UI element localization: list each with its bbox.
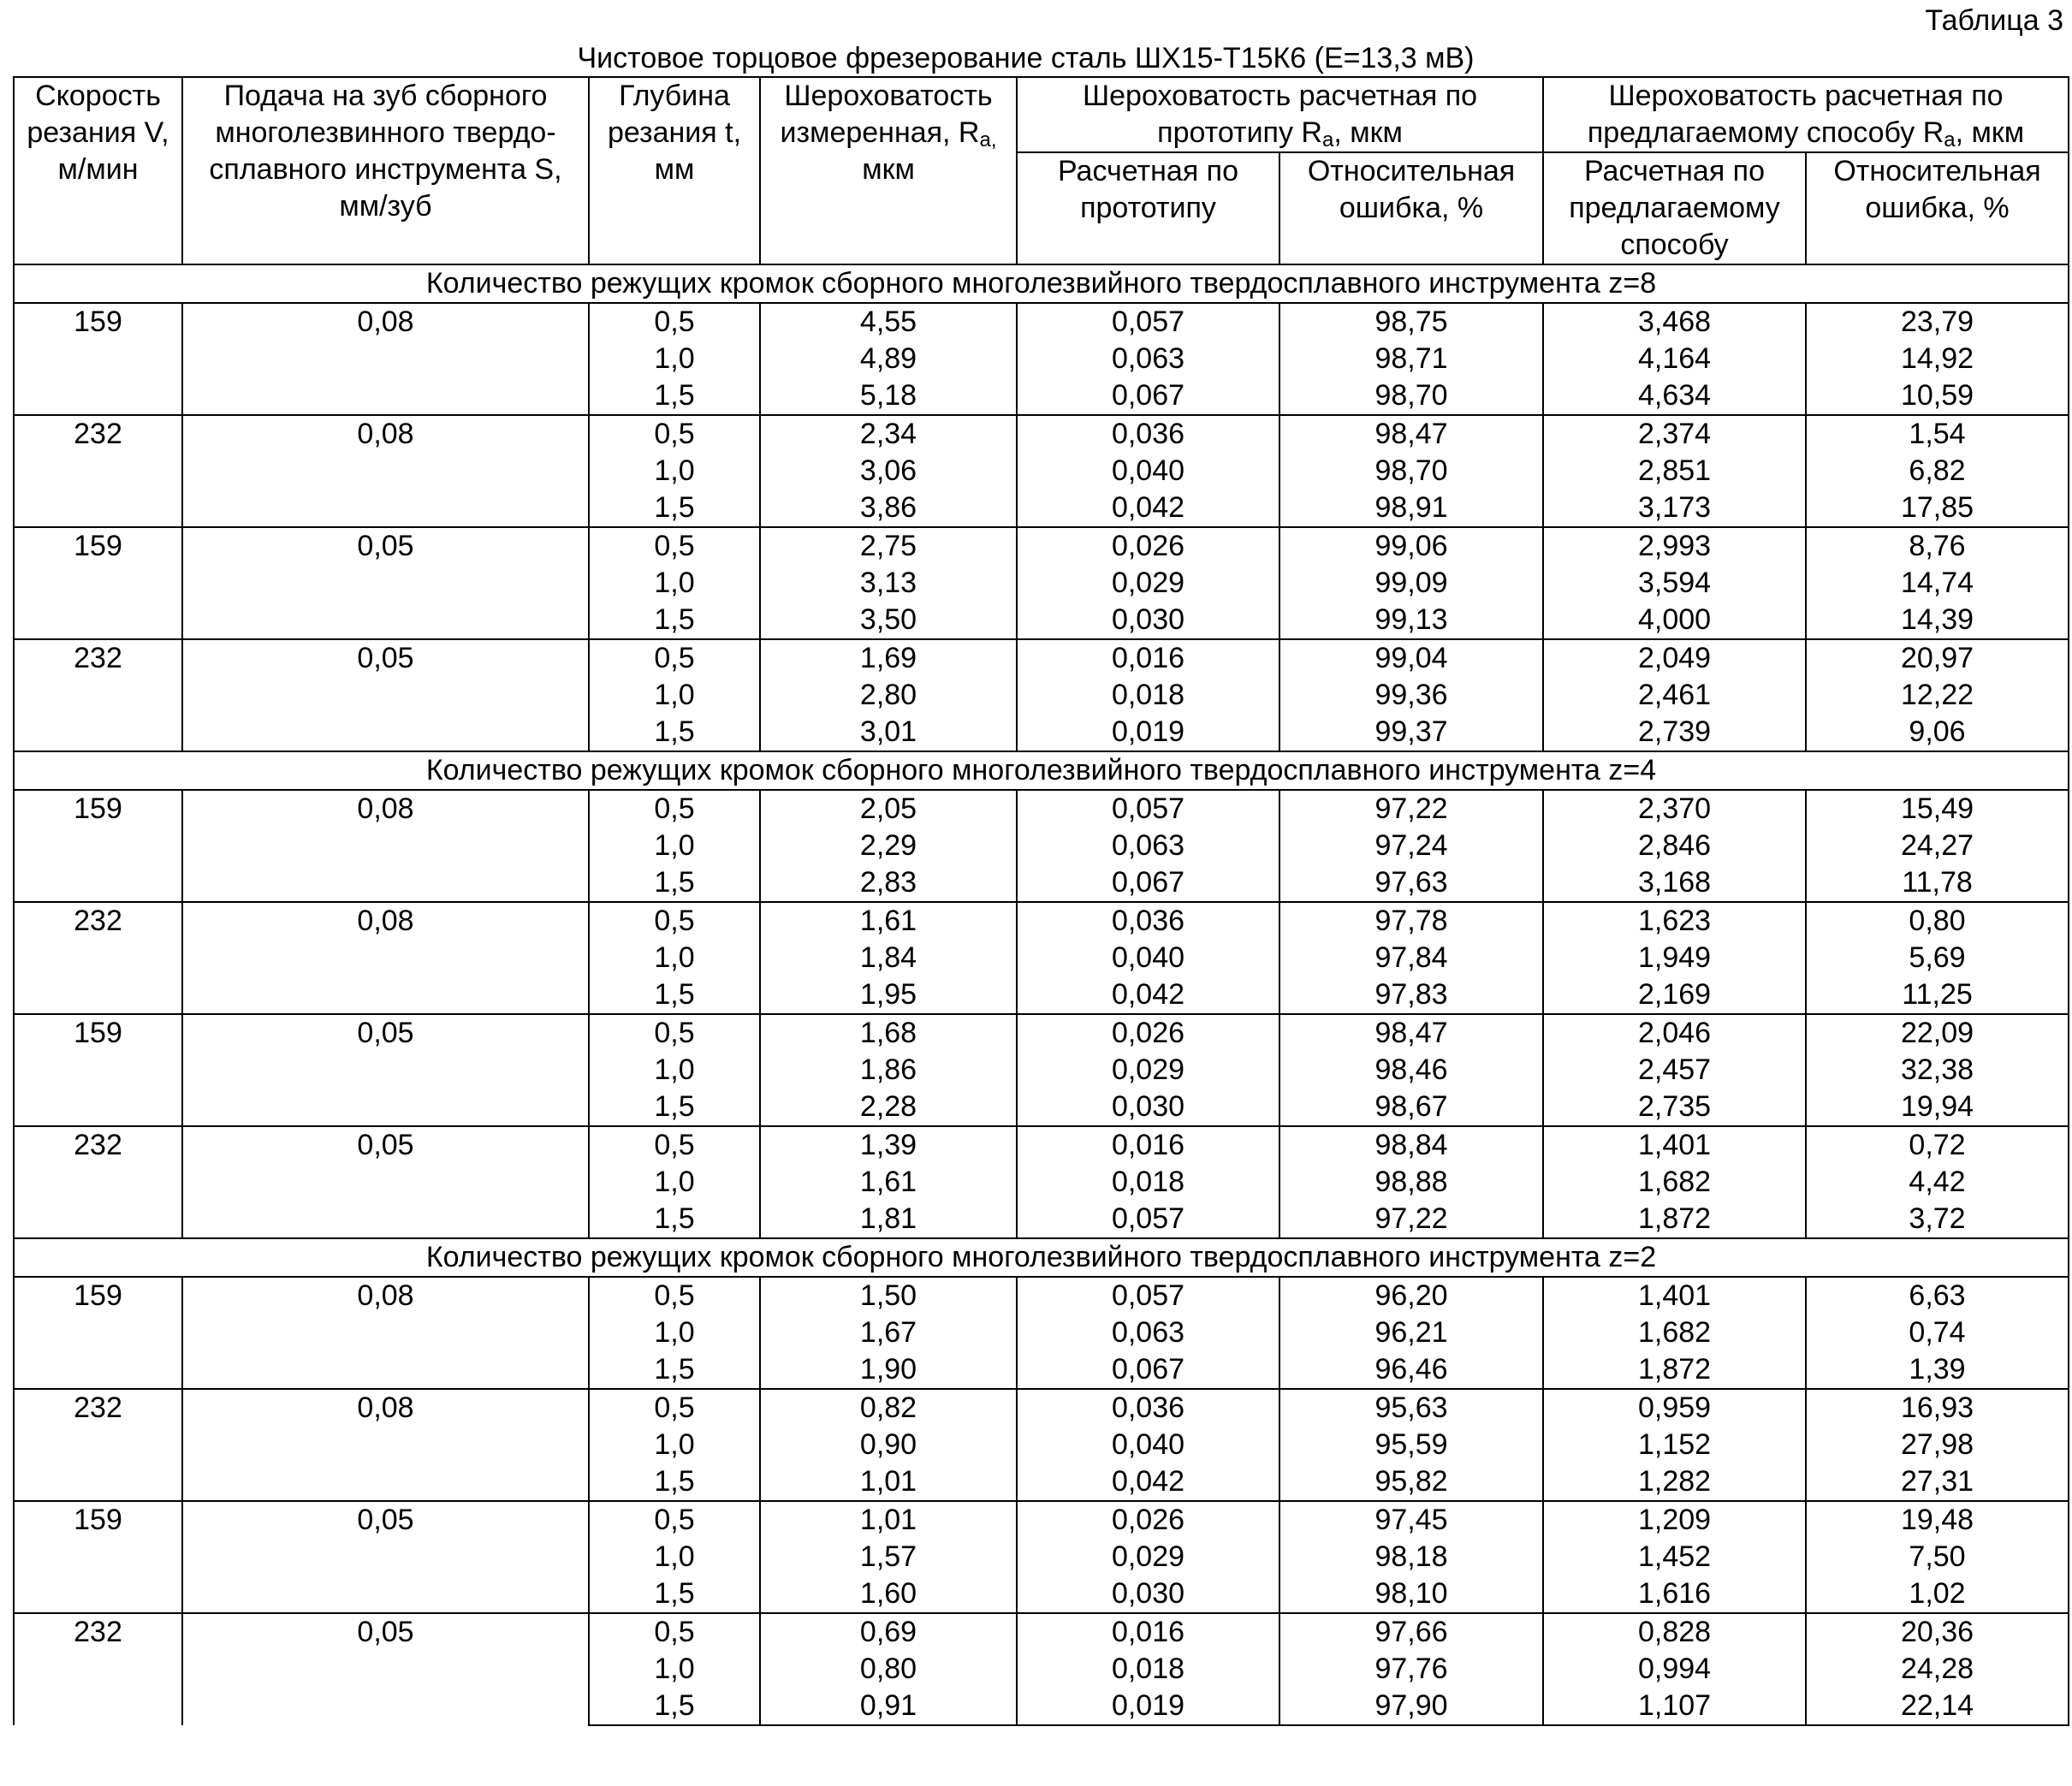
proto-err-cell: 99,09 [1279, 565, 1543, 602]
prop-calc-cell: 1,282 [1543, 1463, 1806, 1501]
header-proposed [1543, 77, 2069, 152]
proto-calc-cell: 0,042 [1017, 1463, 1279, 1501]
proto-calc-cell: 0,040 [1017, 453, 1279, 490]
section-title: Количество режущих кромок сборного многолезвийного твердосплавного инструмента z=4 [14, 751, 2069, 790]
proto-err-cell: 98,91 [1279, 490, 1543, 527]
depth-cell: 1,0 [589, 1651, 760, 1688]
prop-calc-cell: 2,739 [1543, 714, 1806, 751]
measured-cell: 1,84 [760, 940, 1017, 976]
depth-cell: 0,5 [589, 639, 760, 677]
table-row [14, 902, 2069, 940]
measured-cell: 2,34 [760, 415, 1017, 453]
prop-calc-cell: 2,457 [1543, 1052, 1806, 1089]
proto-calc-cell: 0,018 [1017, 1164, 1279, 1201]
proto-calc-cell: 0,036 [1017, 1389, 1279, 1427]
prop-err-cell: 0,80 [1806, 902, 2069, 940]
feed-cell: 0,08 [182, 902, 589, 1014]
measured-cell: 0,69 [760, 1613, 1017, 1651]
table-row [14, 1014, 2069, 1052]
prop-err-cell: 24,27 [1806, 828, 2069, 864]
prop-err-cell: 12,22 [1806, 677, 2069, 714]
speed-cell: 159 [14, 1277, 182, 1389]
measured-cell: 0,82 [760, 1389, 1017, 1427]
prop-err-cell: 6,63 [1806, 1277, 2069, 1314]
prop-calc-cell: 1,949 [1543, 940, 1806, 976]
header-prototype-text: Шероховатость расчетная по прототипу R [1082, 80, 1478, 149]
proto-calc-cell: 0,029 [1017, 1539, 1279, 1575]
prop-err-cell: 15,49 [1806, 790, 2069, 828]
proto-calc-cell: 0,029 [1017, 1052, 1279, 1089]
depth-cell: 0,5 [589, 415, 760, 453]
measured-cell: 1,01 [760, 1501, 1017, 1539]
speed-cell: 159 [14, 303, 182, 415]
proto-err-cell: 98,18 [1279, 1539, 1543, 1575]
prop-err-cell: 5,69 [1806, 940, 2069, 976]
prop-calc-cell: 2,049 [1543, 639, 1806, 677]
prop-calc-cell: 4,164 [1543, 341, 1806, 377]
table-row [14, 1277, 2069, 1314]
prop-calc-cell: 2,735 [1543, 1089, 1806, 1126]
speed-cell: 159 [14, 790, 182, 902]
proto-err-cell: 98,70 [1279, 377, 1543, 415]
prop-calc-cell: 0,994 [1543, 1651, 1806, 1688]
measured-cell: 3,06 [760, 453, 1017, 490]
measured-cell: 4,89 [760, 341, 1017, 377]
prop-calc-cell: 2,374 [1543, 415, 1806, 453]
proto-err-cell: 95,63 [1279, 1389, 1543, 1427]
prop-err-cell: 3,72 [1806, 1201, 2069, 1238]
prop-calc-cell: 1,616 [1543, 1575, 1806, 1613]
depth-cell: 1,0 [589, 565, 760, 602]
header-proposed-unit: , мкм [1955, 116, 2025, 149]
depth-cell: 0,5 [589, 1014, 760, 1052]
section-row [14, 264, 2069, 303]
proto-calc-cell: 0,026 [1017, 1501, 1279, 1539]
prop-calc-cell: 4,634 [1543, 377, 1806, 415]
speed-cell: 232 [14, 1389, 182, 1501]
depth-cell: 1,5 [589, 1201, 760, 1238]
measured-cell: 3,01 [760, 714, 1017, 751]
feed-cell: 0,05 [182, 639, 589, 751]
proto-calc-cell: 0,019 [1017, 1688, 1279, 1725]
proto-err-cell: 98,88 [1279, 1164, 1543, 1201]
prop-calc-cell: 2,461 [1543, 677, 1806, 714]
prop-calc-cell: 3,468 [1543, 303, 1806, 341]
prop-err-cell: 1,02 [1806, 1575, 2069, 1613]
proto-calc-cell: 0,016 [1017, 639, 1279, 677]
prop-calc-cell: 2,370 [1543, 790, 1806, 828]
proto-calc-cell: 0,063 [1017, 828, 1279, 864]
prop-calc-cell: 2,851 [1543, 453, 1806, 490]
speed-cell: 159 [14, 1014, 182, 1126]
prop-calc-cell: 2,046 [1543, 1014, 1806, 1052]
proto-calc-cell: 0,030 [1017, 1089, 1279, 1126]
proto-err-cell: 98,71 [1279, 341, 1543, 377]
proto-calc-cell: 0,019 [1017, 714, 1279, 751]
prop-calc-cell: 1,209 [1543, 1501, 1806, 1539]
depth-cell: 0,5 [589, 902, 760, 940]
table-row [14, 790, 2069, 828]
depth-cell: 1,0 [589, 1164, 760, 1201]
proto-calc-cell: 0,018 [1017, 1651, 1279, 1688]
proto-calc-cell: 0,067 [1017, 1351, 1279, 1389]
table-caption [0, 41, 2072, 75]
speed-cell: 232 [14, 415, 182, 527]
prop-err-cell: 32,38 [1806, 1052, 2069, 1089]
feed-cell: 0,08 [182, 1389, 589, 1501]
feed-cell: 0,05 [182, 1014, 589, 1126]
header-feed: Подача на зуб сборного многолезвинного твердо-сплавного инструмента S, мм/зуб [182, 77, 589, 264]
speed-cell: 232 [14, 639, 182, 751]
proto-calc-cell: 0,057 [1017, 1277, 1279, 1314]
measured-cell: 1,60 [760, 1575, 1017, 1613]
proto-err-cell: 99,06 [1279, 527, 1543, 565]
header-prototype [1017, 77, 1543, 152]
feed-cell: 0,05 [182, 527, 589, 639]
proto-calc-cell: 0,057 [1017, 790, 1279, 828]
depth-cell: 1,0 [589, 1314, 760, 1351]
measured-cell: 1,86 [760, 1052, 1017, 1089]
header-proto-calc: Расчетная по прототипу [1017, 152, 1279, 264]
measured-cell: 1,01 [760, 1463, 1017, 1501]
prop-calc-cell: 3,173 [1543, 490, 1806, 527]
depth-cell: 0,5 [589, 1389, 760, 1427]
section-row [14, 1238, 2069, 1277]
prop-err-cell: 19,48 [1806, 1501, 2069, 1539]
prop-calc-cell: 3,168 [1543, 864, 1806, 902]
header-measured-unit: мкм [862, 153, 915, 186]
header-prototype-sub: a [1321, 128, 1334, 151]
prop-calc-cell: 1,872 [1543, 1201, 1806, 1238]
proto-err-cell: 97,84 [1279, 940, 1543, 976]
section-row [14, 751, 2069, 790]
proto-calc-cell: 0,030 [1017, 602, 1279, 639]
depth-cell: 0,5 [589, 1613, 760, 1651]
proto-calc-cell: 0,040 [1017, 940, 1279, 976]
section-title: Количество режущих кромок сборного многолезвийного твердосплавного инструмента z=2 [14, 1238, 2069, 1277]
proto-err-cell: 96,46 [1279, 1351, 1543, 1389]
table-number: Таблица 3 [1925, 4, 2063, 37]
proto-err-cell: 95,82 [1279, 1463, 1543, 1501]
proto-err-cell: 97,90 [1279, 1688, 1543, 1725]
depth-cell: 1,0 [589, 1427, 760, 1463]
proto-err-cell: 95,59 [1279, 1427, 1543, 1463]
proto-calc-cell: 0,036 [1017, 902, 1279, 940]
prop-err-cell: 16,93 [1806, 1389, 2069, 1427]
proto-calc-cell: 0,016 [1017, 1126, 1279, 1164]
proto-err-cell: 98,10 [1279, 1575, 1543, 1613]
prop-err-cell: 14,92 [1806, 341, 2069, 377]
prop-calc-cell: 4,000 [1543, 602, 1806, 639]
depth-cell: 1,0 [589, 1052, 760, 1089]
depth-cell: 0,5 [589, 1126, 760, 1164]
proto-err-cell: 97,22 [1279, 790, 1543, 828]
proto-calc-cell: 0,057 [1017, 303, 1279, 341]
feed-cell: 0,05 [182, 1126, 589, 1238]
measured-cell: 3,86 [760, 490, 1017, 527]
proto-err-cell: 97,76 [1279, 1651, 1543, 1688]
table-row [14, 415, 2069, 453]
prop-err-cell: 22,09 [1806, 1014, 2069, 1052]
depth-cell: 1,5 [589, 864, 760, 902]
depth-cell: 1,5 [589, 1575, 760, 1613]
depth-cell: 1,0 [589, 341, 760, 377]
measured-cell: 5,18 [760, 377, 1017, 415]
depth-cell: 1,5 [589, 377, 760, 415]
measured-cell: 1,90 [760, 1351, 1017, 1389]
speed-cell: 232 [14, 902, 182, 1014]
prop-err-cell: 19,94 [1806, 1089, 2069, 1126]
measured-cell: 1,61 [760, 902, 1017, 940]
prop-calc-cell: 3,594 [1543, 565, 1806, 602]
prop-err-cell: 11,78 [1806, 864, 2069, 902]
feed-cell: 0,08 [182, 1277, 589, 1389]
measured-cell: 0,90 [760, 1427, 1017, 1463]
prop-calc-cell: 1,452 [1543, 1539, 1806, 1575]
prop-calc-cell: 2,993 [1543, 527, 1806, 565]
table-row [14, 527, 2069, 565]
prop-calc-cell: 1,682 [1543, 1314, 1806, 1351]
prop-err-cell: 0,74 [1806, 1314, 2069, 1351]
depth-cell: 1,5 [589, 490, 760, 527]
measured-cell: 0,91 [760, 1688, 1017, 1725]
prop-err-cell: 20,36 [1806, 1613, 2069, 1651]
proto-calc-cell: 0,026 [1017, 527, 1279, 565]
section-title: Количество режущих кромок сборного многолезвийного твердосплавного инструмента z=8 [14, 264, 2069, 303]
proto-err-cell: 98,84 [1279, 1126, 1543, 1164]
prop-err-cell: 8,76 [1806, 527, 2069, 565]
proto-err-cell: 99,04 [1279, 639, 1543, 677]
roughness-table [13, 76, 2069, 1726]
proto-err-cell: 96,21 [1279, 1314, 1543, 1351]
proto-calc-cell: 0,016 [1017, 1613, 1279, 1651]
proto-calc-cell: 0,036 [1017, 415, 1279, 453]
prop-calc-cell: 1,152 [1543, 1427, 1806, 1463]
proto-err-cell: 99,37 [1279, 714, 1543, 751]
prop-err-cell: 24,28 [1806, 1651, 2069, 1688]
header-prop-calc: Расчетная по предлагаемому способу [1543, 152, 1806, 264]
header-proto-err: Относительная ошибка, % [1279, 152, 1543, 264]
measured-cell: 4,55 [760, 303, 1017, 341]
prop-err-cell: 9,06 [1806, 714, 2069, 751]
measured-cell: 2,29 [760, 828, 1017, 864]
depth-cell: 1,5 [589, 976, 760, 1014]
prop-err-cell: 10,59 [1806, 377, 2069, 415]
depth-cell: 1,0 [589, 1539, 760, 1575]
table-row [14, 1126, 2069, 1164]
measured-cell: 1,81 [760, 1201, 1017, 1238]
feed-cell: 0,08 [182, 303, 589, 415]
prop-calc-cell: 1,401 [1543, 1126, 1806, 1164]
feed-cell: 0,08 [182, 415, 589, 527]
proto-err-cell: 97,78 [1279, 902, 1543, 940]
prop-err-cell: 0,72 [1806, 1126, 2069, 1164]
prop-calc-cell: 1,872 [1543, 1351, 1806, 1389]
prop-err-cell: 27,31 [1806, 1463, 2069, 1501]
proto-err-cell: 98,70 [1279, 453, 1543, 490]
header-proposed-sub: a [1944, 128, 1956, 151]
proto-calc-cell: 0,057 [1017, 1201, 1279, 1238]
measured-cell: 2,80 [760, 677, 1017, 714]
proto-calc-cell: 0,018 [1017, 677, 1279, 714]
depth-cell: 1,0 [589, 453, 760, 490]
table-row [14, 1501, 2069, 1539]
proto-err-cell: 97,66 [1279, 1613, 1543, 1651]
proto-err-cell: 98,47 [1279, 1014, 1543, 1052]
depth-cell: 1,0 [589, 828, 760, 864]
proto-calc-cell: 0,067 [1017, 377, 1279, 415]
feed-cell: 0,08 [182, 790, 589, 902]
prop-err-cell: 7,50 [1806, 1539, 2069, 1575]
measured-cell: 2,75 [760, 527, 1017, 565]
prop-err-cell: 23,79 [1806, 303, 2069, 341]
table-body [14, 264, 2069, 1725]
proto-err-cell: 98,67 [1279, 1089, 1543, 1126]
prop-err-cell: 20,97 [1806, 639, 2069, 677]
depth-cell: 1,0 [589, 940, 760, 976]
measured-cell: 2,05 [760, 790, 1017, 828]
proto-err-cell: 97,22 [1279, 1201, 1543, 1238]
header-speed: Скорость резания V, м/мин [14, 77, 182, 264]
table-row [14, 1389, 2069, 1427]
measured-cell: 1,68 [760, 1014, 1017, 1052]
measured-cell: 2,28 [760, 1089, 1017, 1126]
prop-calc-cell: 1,682 [1543, 1164, 1806, 1201]
measured-cell: 1,69 [760, 639, 1017, 677]
proto-calc-cell: 0,067 [1017, 864, 1279, 902]
header-depth: Глубина резания t, мм [589, 77, 760, 264]
proto-calc-cell: 0,040 [1017, 1427, 1279, 1463]
feed-cell: 0,05 [182, 1501, 589, 1613]
prop-err-cell: 1,54 [1806, 415, 2069, 453]
header-measured-text: Шероховатость измеренная, R [780, 80, 993, 149]
depth-cell: 0,5 [589, 790, 760, 828]
prop-calc-cell: 0,828 [1543, 1613, 1806, 1651]
proto-err-cell: 98,46 [1279, 1052, 1543, 1089]
measured-cell: 3,13 [760, 565, 1017, 602]
depth-cell: 0,5 [589, 1501, 760, 1539]
proto-err-cell: 98,47 [1279, 415, 1543, 453]
prop-err-cell: 22,14 [1806, 1688, 2069, 1725]
depth-cell: 1,5 [589, 602, 760, 639]
proto-calc-cell: 0,029 [1017, 565, 1279, 602]
measured-cell: 1,95 [760, 976, 1017, 1014]
header-measured [760, 77, 1017, 264]
header-proposed-text: Шероховатость расчетная по предлагаемому способу R [1587, 80, 2004, 149]
prop-calc-cell: 0,959 [1543, 1389, 1806, 1427]
depth-cell: 1,5 [589, 1688, 760, 1725]
prop-err-cell: 4,42 [1806, 1164, 2069, 1201]
proto-calc-cell: 0,063 [1017, 1314, 1279, 1351]
header-prop-err: Относительная ошибка, % [1806, 152, 2069, 264]
prop-err-cell: 6,82 [1806, 453, 2069, 490]
proto-err-cell: 99,13 [1279, 602, 1543, 639]
proto-err-cell: 97,63 [1279, 864, 1543, 902]
measured-cell: 1,39 [760, 1126, 1017, 1164]
proto-calc-cell: 0,030 [1017, 1575, 1279, 1613]
measured-cell: 0,80 [760, 1651, 1017, 1688]
prop-err-cell: 27,98 [1806, 1427, 2069, 1463]
measured-cell: 1,67 [760, 1314, 1017, 1351]
prop-calc-cell: 1,401 [1543, 1277, 1806, 1314]
prop-err-cell: 11,25 [1806, 976, 2069, 1014]
feed-cell: 0,05 [182, 1613, 589, 1725]
table-caption-text: Чистовое торцовое фрезерование сталь ШХ15-Т15К6 (E=13,3 мВ) [577, 42, 1475, 74]
speed-cell: 159 [14, 1501, 182, 1613]
proto-calc-cell: 0,026 [1017, 1014, 1279, 1052]
depth-cell: 1,5 [589, 714, 760, 751]
proto-err-cell: 97,83 [1279, 976, 1543, 1014]
header-prototype-unit: , мкм [1333, 116, 1403, 149]
measured-cell: 3,50 [760, 602, 1017, 639]
prop-calc-cell: 2,169 [1543, 976, 1806, 1014]
prop-calc-cell: 1,107 [1543, 1688, 1806, 1725]
measured-cell: 1,50 [760, 1277, 1017, 1314]
depth-cell: 1,5 [589, 1463, 760, 1501]
proto-err-cell: 97,45 [1279, 1501, 1543, 1539]
proto-calc-cell: 0,042 [1017, 490, 1279, 527]
speed-cell: 232 [14, 1126, 182, 1238]
proto-calc-cell: 0,063 [1017, 341, 1279, 377]
proto-err-cell: 99,36 [1279, 677, 1543, 714]
measured-cell: 1,57 [760, 1539, 1017, 1575]
prop-calc-cell: 2,846 [1543, 828, 1806, 864]
prop-err-cell: 1,39 [1806, 1351, 2069, 1389]
prop-calc-cell: 1,623 [1543, 902, 1806, 940]
proto-err-cell: 98,75 [1279, 303, 1543, 341]
depth-cell: 0,5 [589, 527, 760, 565]
speed-cell: 159 [14, 527, 182, 639]
prop-err-cell: 14,39 [1806, 602, 2069, 639]
table-row [14, 303, 2069, 341]
depth-cell: 0,5 [589, 303, 760, 341]
depth-cell: 1,5 [589, 1351, 760, 1389]
proto-err-cell: 96,20 [1279, 1277, 1543, 1314]
measured-cell: 1,61 [760, 1164, 1017, 1201]
table-row [14, 639, 2069, 677]
table-row [14, 1613, 2069, 1651]
depth-cell: 1,0 [589, 677, 760, 714]
proto-err-cell: 97,24 [1279, 828, 1543, 864]
depth-cell: 0,5 [589, 1277, 760, 1314]
prop-err-cell: 17,85 [1806, 490, 2069, 527]
speed-cell: 232 [14, 1613, 182, 1725]
measured-cell: 2,83 [760, 864, 1017, 902]
header-measured-sub: a, [979, 128, 997, 151]
prop-err-cell: 14,74 [1806, 565, 2069, 602]
depth-cell: 1,5 [589, 1089, 760, 1126]
proto-calc-cell: 0,042 [1017, 976, 1279, 1014]
